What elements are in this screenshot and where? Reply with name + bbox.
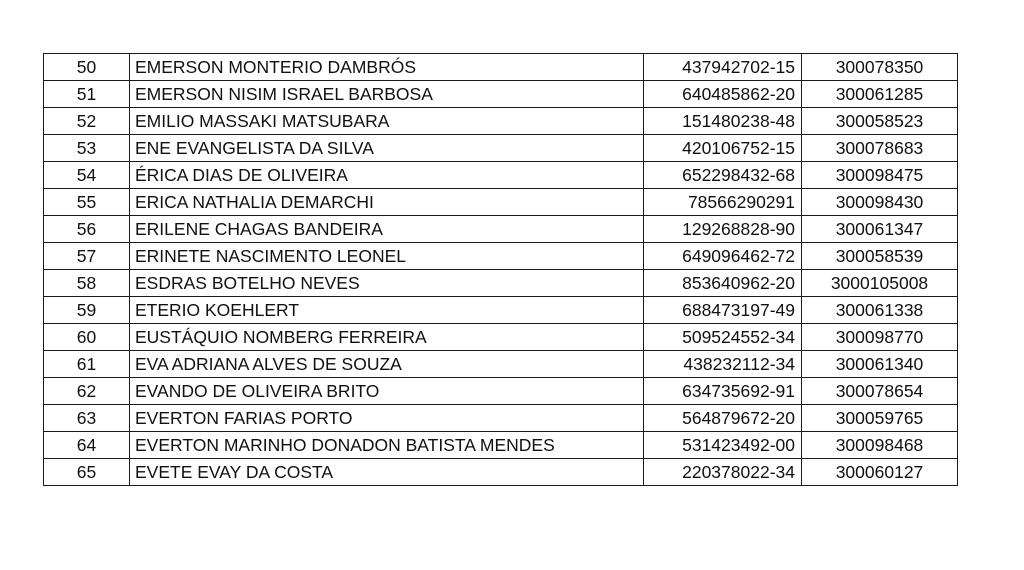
table-row <box>44 378 958 405</box>
document-cell: 437942702-15 <box>644 54 802 81</box>
row-number-cell: 62 <box>44 378 130 405</box>
table-row <box>44 135 958 162</box>
document-cell: 853640962-20 <box>644 270 802 297</box>
row-number-cell: 57 <box>44 243 130 270</box>
code-cell: 300058539 <box>802 243 958 270</box>
row-number-cell: 55 <box>44 189 130 216</box>
row-number-cell: 60 <box>44 324 130 351</box>
document-cell: 634735692-91 <box>644 378 802 405</box>
code-cell: 300061340 <box>802 351 958 378</box>
name-cell: EMERSON NISIM ISRAEL BARBOSA <box>130 81 644 108</box>
code-cell: 300061338 <box>802 297 958 324</box>
name-cell: EVA ADRIANA ALVES DE SOUZA <box>130 351 644 378</box>
row-number-cell: 64 <box>44 432 130 459</box>
table-row <box>44 216 958 243</box>
row-number-cell: 56 <box>44 216 130 243</box>
document-cell: 564879672-20 <box>644 405 802 432</box>
document-cell: 438232112-34 <box>644 351 802 378</box>
document-cell: 420106752-15 <box>644 135 802 162</box>
table-row <box>44 270 958 297</box>
table-row <box>44 351 958 378</box>
name-cell: EVANDO DE OLIVEIRA BRITO <box>130 378 644 405</box>
document-cell: 688473197-49 <box>644 297 802 324</box>
name-cell: ETERIO KOEHLERT <box>130 297 644 324</box>
table-row <box>44 432 958 459</box>
row-number-cell: 63 <box>44 405 130 432</box>
table-row <box>44 297 958 324</box>
table-row <box>44 162 958 189</box>
table-row <box>44 324 958 351</box>
document-cell: 531423492-00 <box>644 432 802 459</box>
row-number-cell: 51 <box>44 81 130 108</box>
code-cell: 300098770 <box>802 324 958 351</box>
code-cell: 300061347 <box>802 216 958 243</box>
name-cell: ENE EVANGELISTA DA SILVA <box>130 135 644 162</box>
table-row <box>44 243 958 270</box>
row-number-cell: 58 <box>44 270 130 297</box>
name-cell: ÉRICA DIAS DE OLIVEIRA <box>130 162 644 189</box>
name-cell: EMERSON MONTERIO DAMBRÓS <box>130 54 644 81</box>
roster-body <box>44 54 958 486</box>
code-cell: 300098468 <box>802 432 958 459</box>
row-number-cell: 65 <box>44 459 130 486</box>
document-cell: 652298432-68 <box>644 162 802 189</box>
table-row <box>44 54 958 81</box>
document-cell: 640485862-20 <box>644 81 802 108</box>
name-cell: EVERTON FARIAS PORTO <box>130 405 644 432</box>
code-cell: 300059765 <box>802 405 958 432</box>
row-number-cell: 54 <box>44 162 130 189</box>
code-cell: 3000105008 <box>802 270 958 297</box>
name-cell: ERILENE CHAGAS BANDEIRA <box>130 216 644 243</box>
name-cell: EUSTÁQUIO NOMBERG FERREIRA <box>130 324 644 351</box>
code-cell: 300078350 <box>802 54 958 81</box>
name-cell: EVERTON MARINHO DONADON BATISTA MENDES <box>130 432 644 459</box>
document-cell: 649096462-72 <box>644 243 802 270</box>
code-cell: 300060127 <box>802 459 958 486</box>
row-number-cell: 52 <box>44 108 130 135</box>
name-cell: EVETE EVAY DA COSTA <box>130 459 644 486</box>
code-cell: 300058523 <box>802 108 958 135</box>
name-cell: ESDRAS BOTELHO NEVES <box>130 270 644 297</box>
table-row <box>44 459 958 486</box>
table-row <box>44 405 958 432</box>
row-number-cell: 50 <box>44 54 130 81</box>
document-cell: 509524552-34 <box>644 324 802 351</box>
table-row <box>44 108 958 135</box>
roster-table <box>43 53 958 486</box>
code-cell: 300098475 <box>802 162 958 189</box>
row-number-cell: 59 <box>44 297 130 324</box>
code-cell: 300078683 <box>802 135 958 162</box>
document-cell: 220378022-34 <box>644 459 802 486</box>
document-cell: 151480238-48 <box>644 108 802 135</box>
document-cell: 129268828-90 <box>644 216 802 243</box>
row-number-cell: 61 <box>44 351 130 378</box>
document-cell: 78566290291 <box>644 189 802 216</box>
table-row <box>44 81 958 108</box>
name-cell: ERINETE NASCIMENTO LEONEL <box>130 243 644 270</box>
name-cell: ERICA NATHALIA DEMARCHI <box>130 189 644 216</box>
row-number-cell: 53 <box>44 135 130 162</box>
code-cell: 300098430 <box>802 189 958 216</box>
code-cell: 300078654 <box>802 378 958 405</box>
name-cell: EMILIO MASSAKI MATSUBARA <box>130 108 644 135</box>
table-row <box>44 189 958 216</box>
code-cell: 300061285 <box>802 81 958 108</box>
